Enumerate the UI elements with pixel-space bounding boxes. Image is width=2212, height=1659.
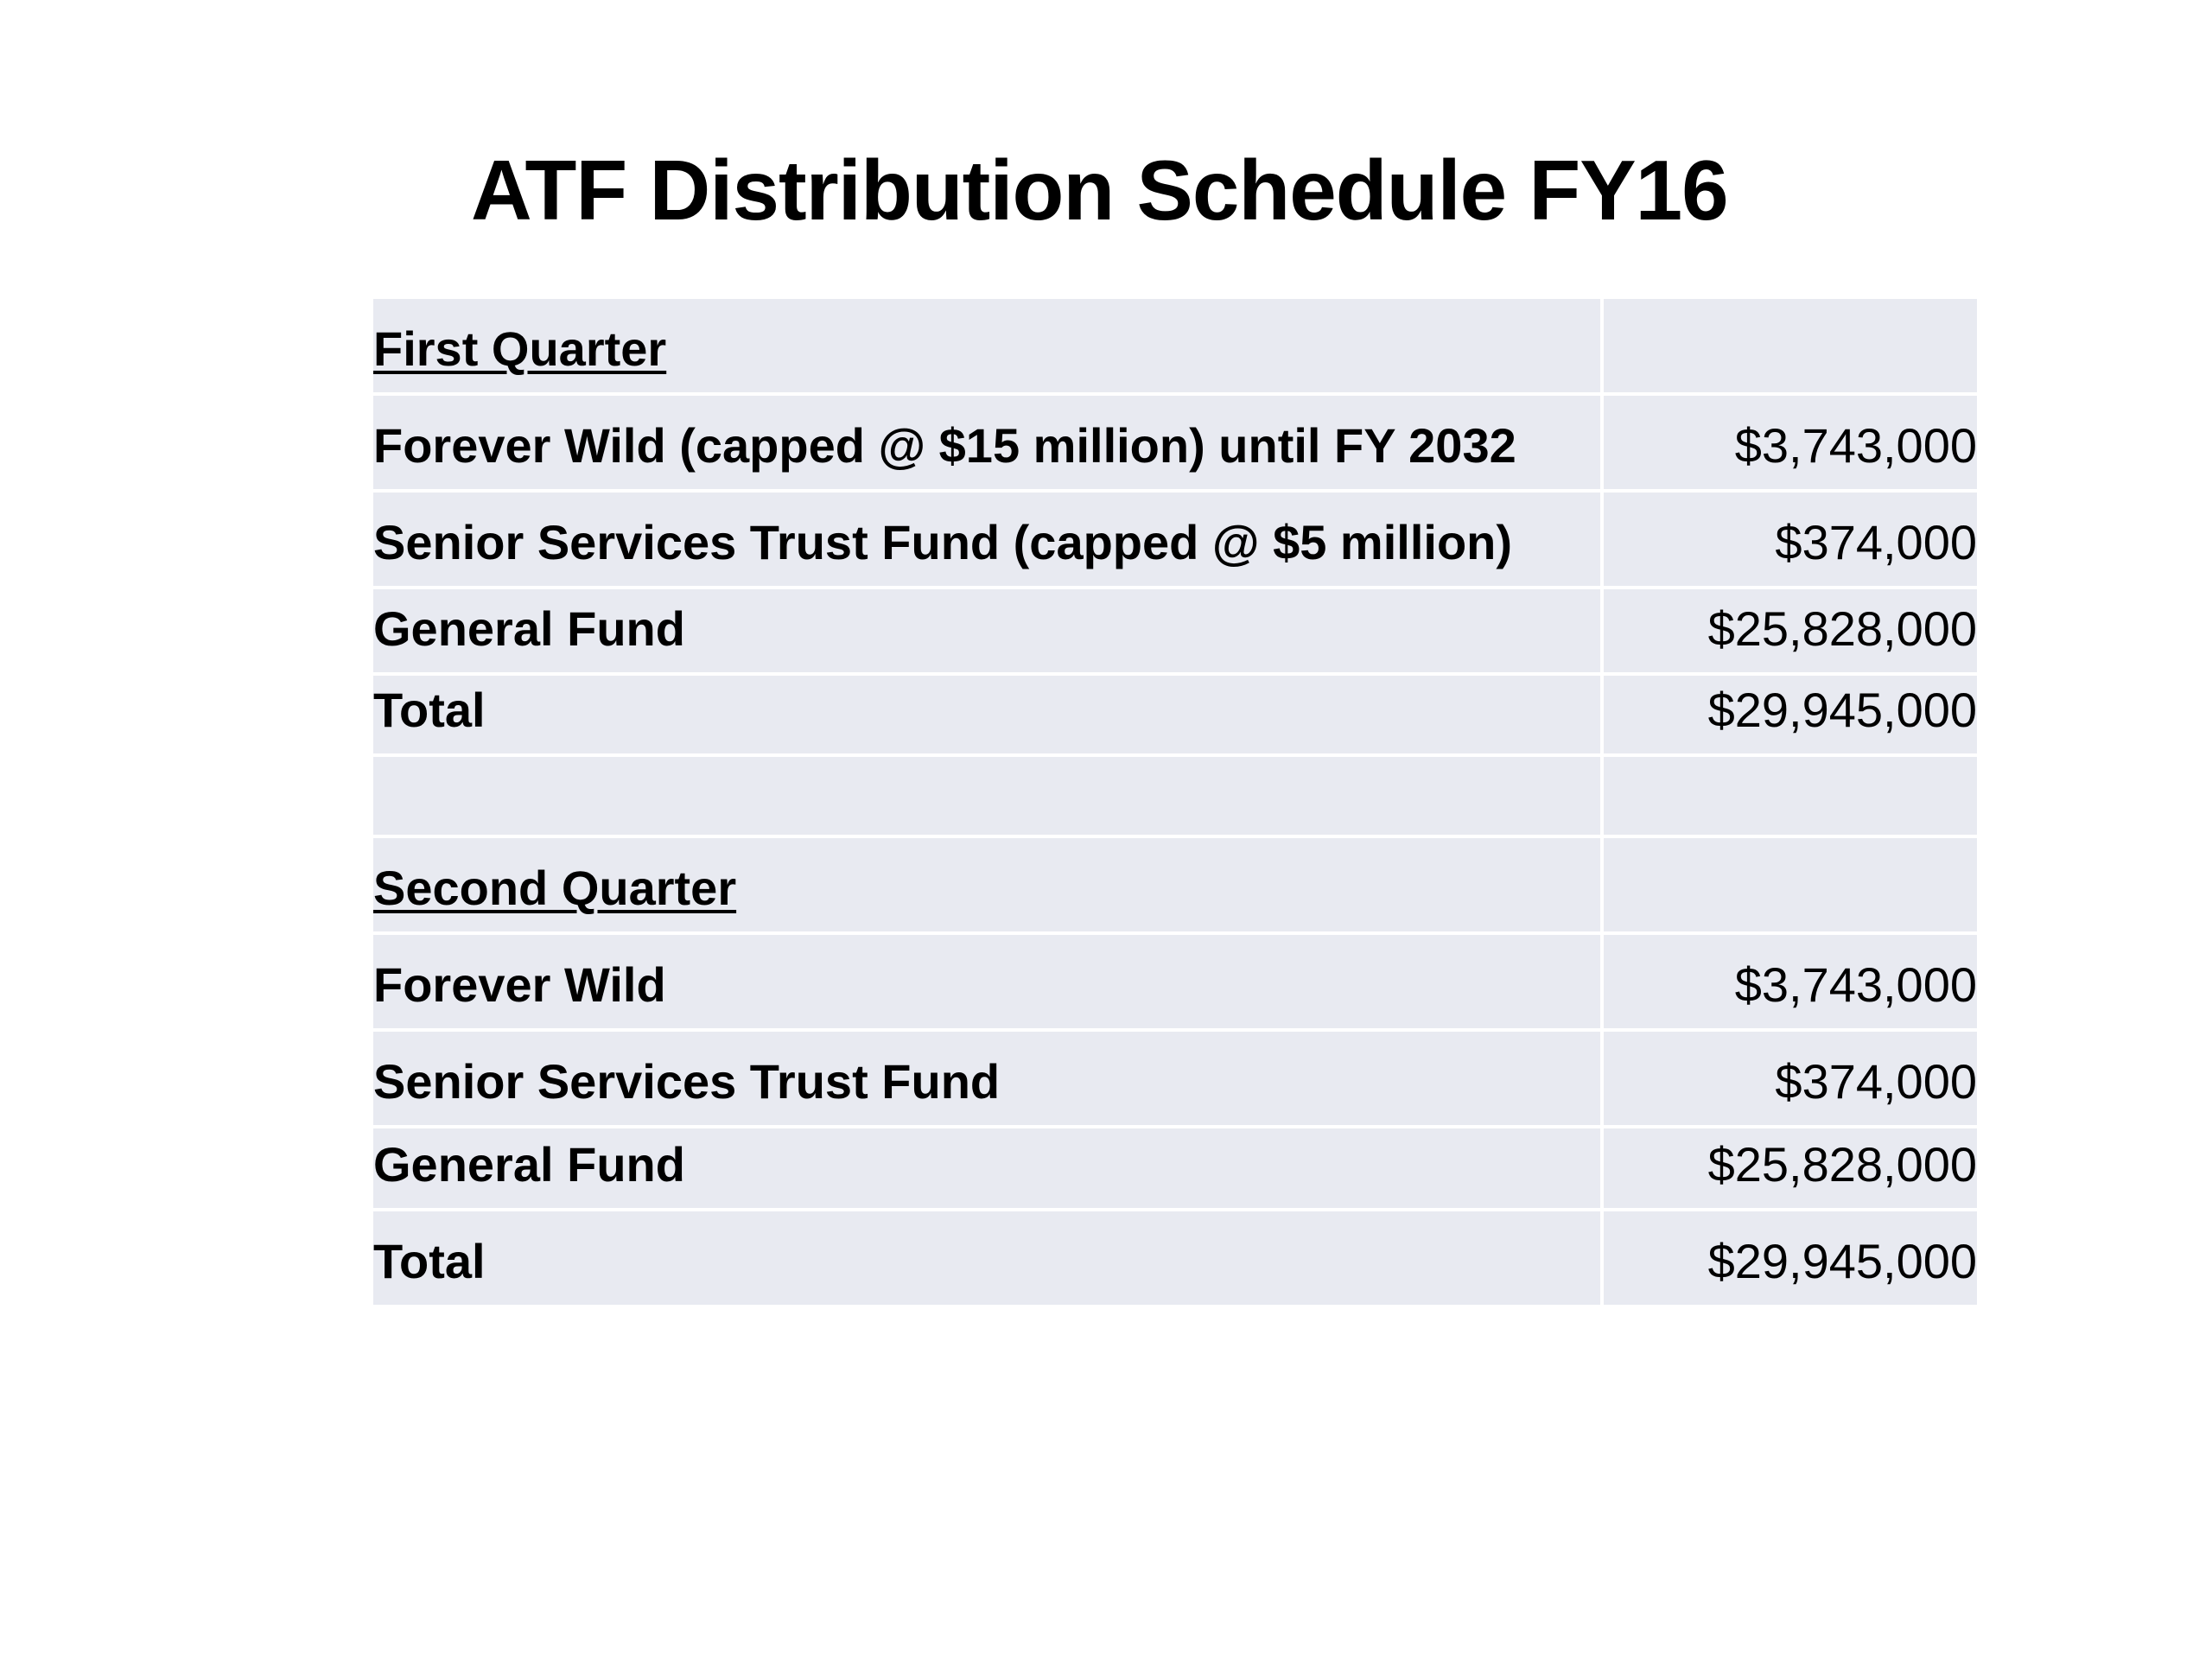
slide-title: ATF Distribution Schedule FY16 — [471, 143, 1728, 238]
quarter-heading: First Quarter — [373, 299, 1602, 394]
table-row — [373, 1127, 1977, 1210]
row-amount: $25,828,000 — [1602, 588, 1977, 674]
row-label: Total — [373, 1210, 1602, 1305]
empty-cell — [1602, 836, 1977, 933]
row-amount: $29,945,000 — [1602, 1210, 1977, 1305]
row-label: Senior Services Trust Fund (capped @ $5 million) — [373, 491, 1602, 588]
table-row — [373, 933, 1977, 1030]
table-row — [373, 588, 1977, 674]
row-amount: $29,945,000 — [1602, 674, 1977, 755]
empty-cell — [1602, 755, 1977, 836]
row-amount: $3,743,000 — [1602, 394, 1977, 491]
table-row-second-quarter-heading — [373, 836, 1977, 933]
table-row — [373, 491, 1977, 588]
table-row-total — [373, 674, 1977, 755]
distribution-table — [373, 299, 1977, 1305]
empty-cell — [1602, 299, 1977, 394]
row-amount: $374,000 — [1602, 1030, 1977, 1127]
table-row — [373, 1030, 1977, 1127]
table-row — [373, 394, 1977, 491]
table-row-first-quarter-heading — [373, 299, 1977, 394]
table-row-spacer — [373, 755, 1977, 836]
row-amount: $374,000 — [1602, 491, 1977, 588]
row-label: General Fund — [373, 1127, 1602, 1210]
row-amount: $3,743,000 — [1602, 933, 1977, 1030]
table-row-total — [373, 1210, 1977, 1305]
row-amount: $25,828,000 — [1602, 1127, 1977, 1210]
row-label: Forever Wild — [373, 933, 1602, 1030]
row-label: Senior Services Trust Fund — [373, 1030, 1602, 1127]
quarter-heading: Second Quarter — [373, 836, 1602, 933]
row-label: Total — [373, 674, 1602, 755]
row-label: Forever Wild (capped @ $15 million) until FY 2032 — [373, 394, 1602, 491]
row-label: General Fund — [373, 588, 1602, 674]
empty-cell — [373, 755, 1602, 836]
